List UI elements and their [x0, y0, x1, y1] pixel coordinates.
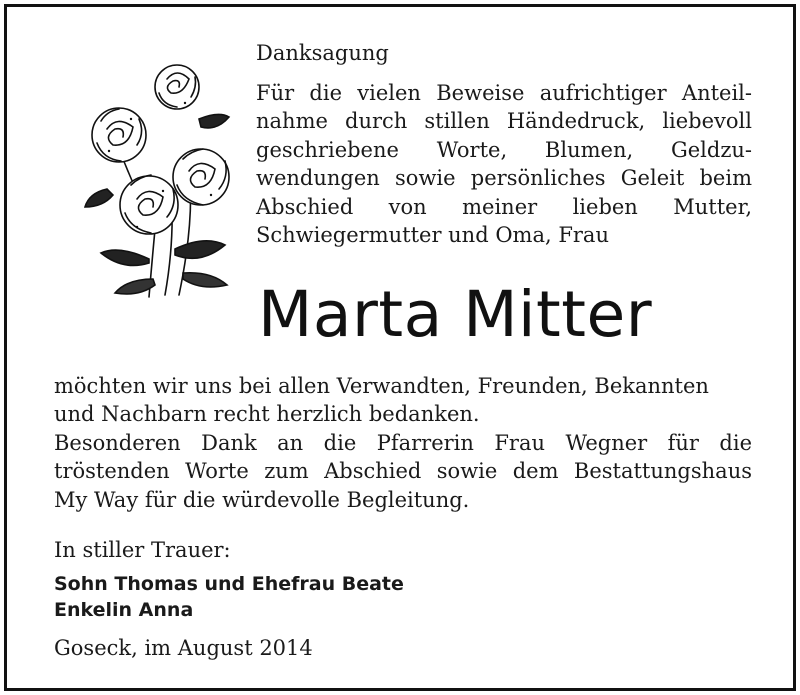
notice-heading: Danksagung	[256, 41, 389, 65]
intro-line: Schwiegermutter und Oma, Frau	[256, 223, 609, 248]
obituary-card	[4, 4, 796, 691]
mourning-label: In stiller Trauer:	[54, 538, 231, 562]
mourners-block	[54, 536, 654, 623]
family-line: Sohn Thomas und Ehefrau Beate	[54, 573, 404, 595]
thanks-paragraph	[54, 372, 752, 429]
body-line: und Nachbarn recht herzlich bedanken.	[54, 402, 480, 427]
deceased-name: Marta Mitter	[258, 278, 653, 351]
family-line: Enkelin Anna	[54, 599, 194, 621]
intro-line: Für die vielen Beweise aufrichtiger Anteil-	[256, 81, 752, 105]
roses-illustration-icon	[79, 59, 239, 299]
special-thanks-paragraph	[54, 429, 752, 514]
intro-line: nahme durch stillen Händedruck, liebevoll	[256, 109, 752, 134]
intro-line: wendungen sowie persönliches Geleit beim	[256, 166, 752, 191]
body-block	[54, 372, 752, 514]
place-date: Goseck, im August 2014	[54, 636, 313, 660]
thanks-line: Besonderen Dank an die Pfarrerin Frau Wegner für die	[54, 430, 752, 455]
intro-text	[256, 79, 752, 249]
body-line: möchten wir uns bei allen Verwandten, Freunden, Bekannten	[54, 374, 709, 398]
intro-block	[256, 39, 752, 249]
thanks-line: My Way für die würdevolle Begleitung.	[54, 487, 470, 512]
intro-line: geschriebene Worte, Blumen, Geldzu-	[256, 137, 752, 162]
thanks-line: tröstenden Worte zum Abschied sowie dem Bestattungshaus	[54, 459, 752, 484]
intro-line: Abschied von meiner lieben Mutter,	[256, 194, 752, 219]
